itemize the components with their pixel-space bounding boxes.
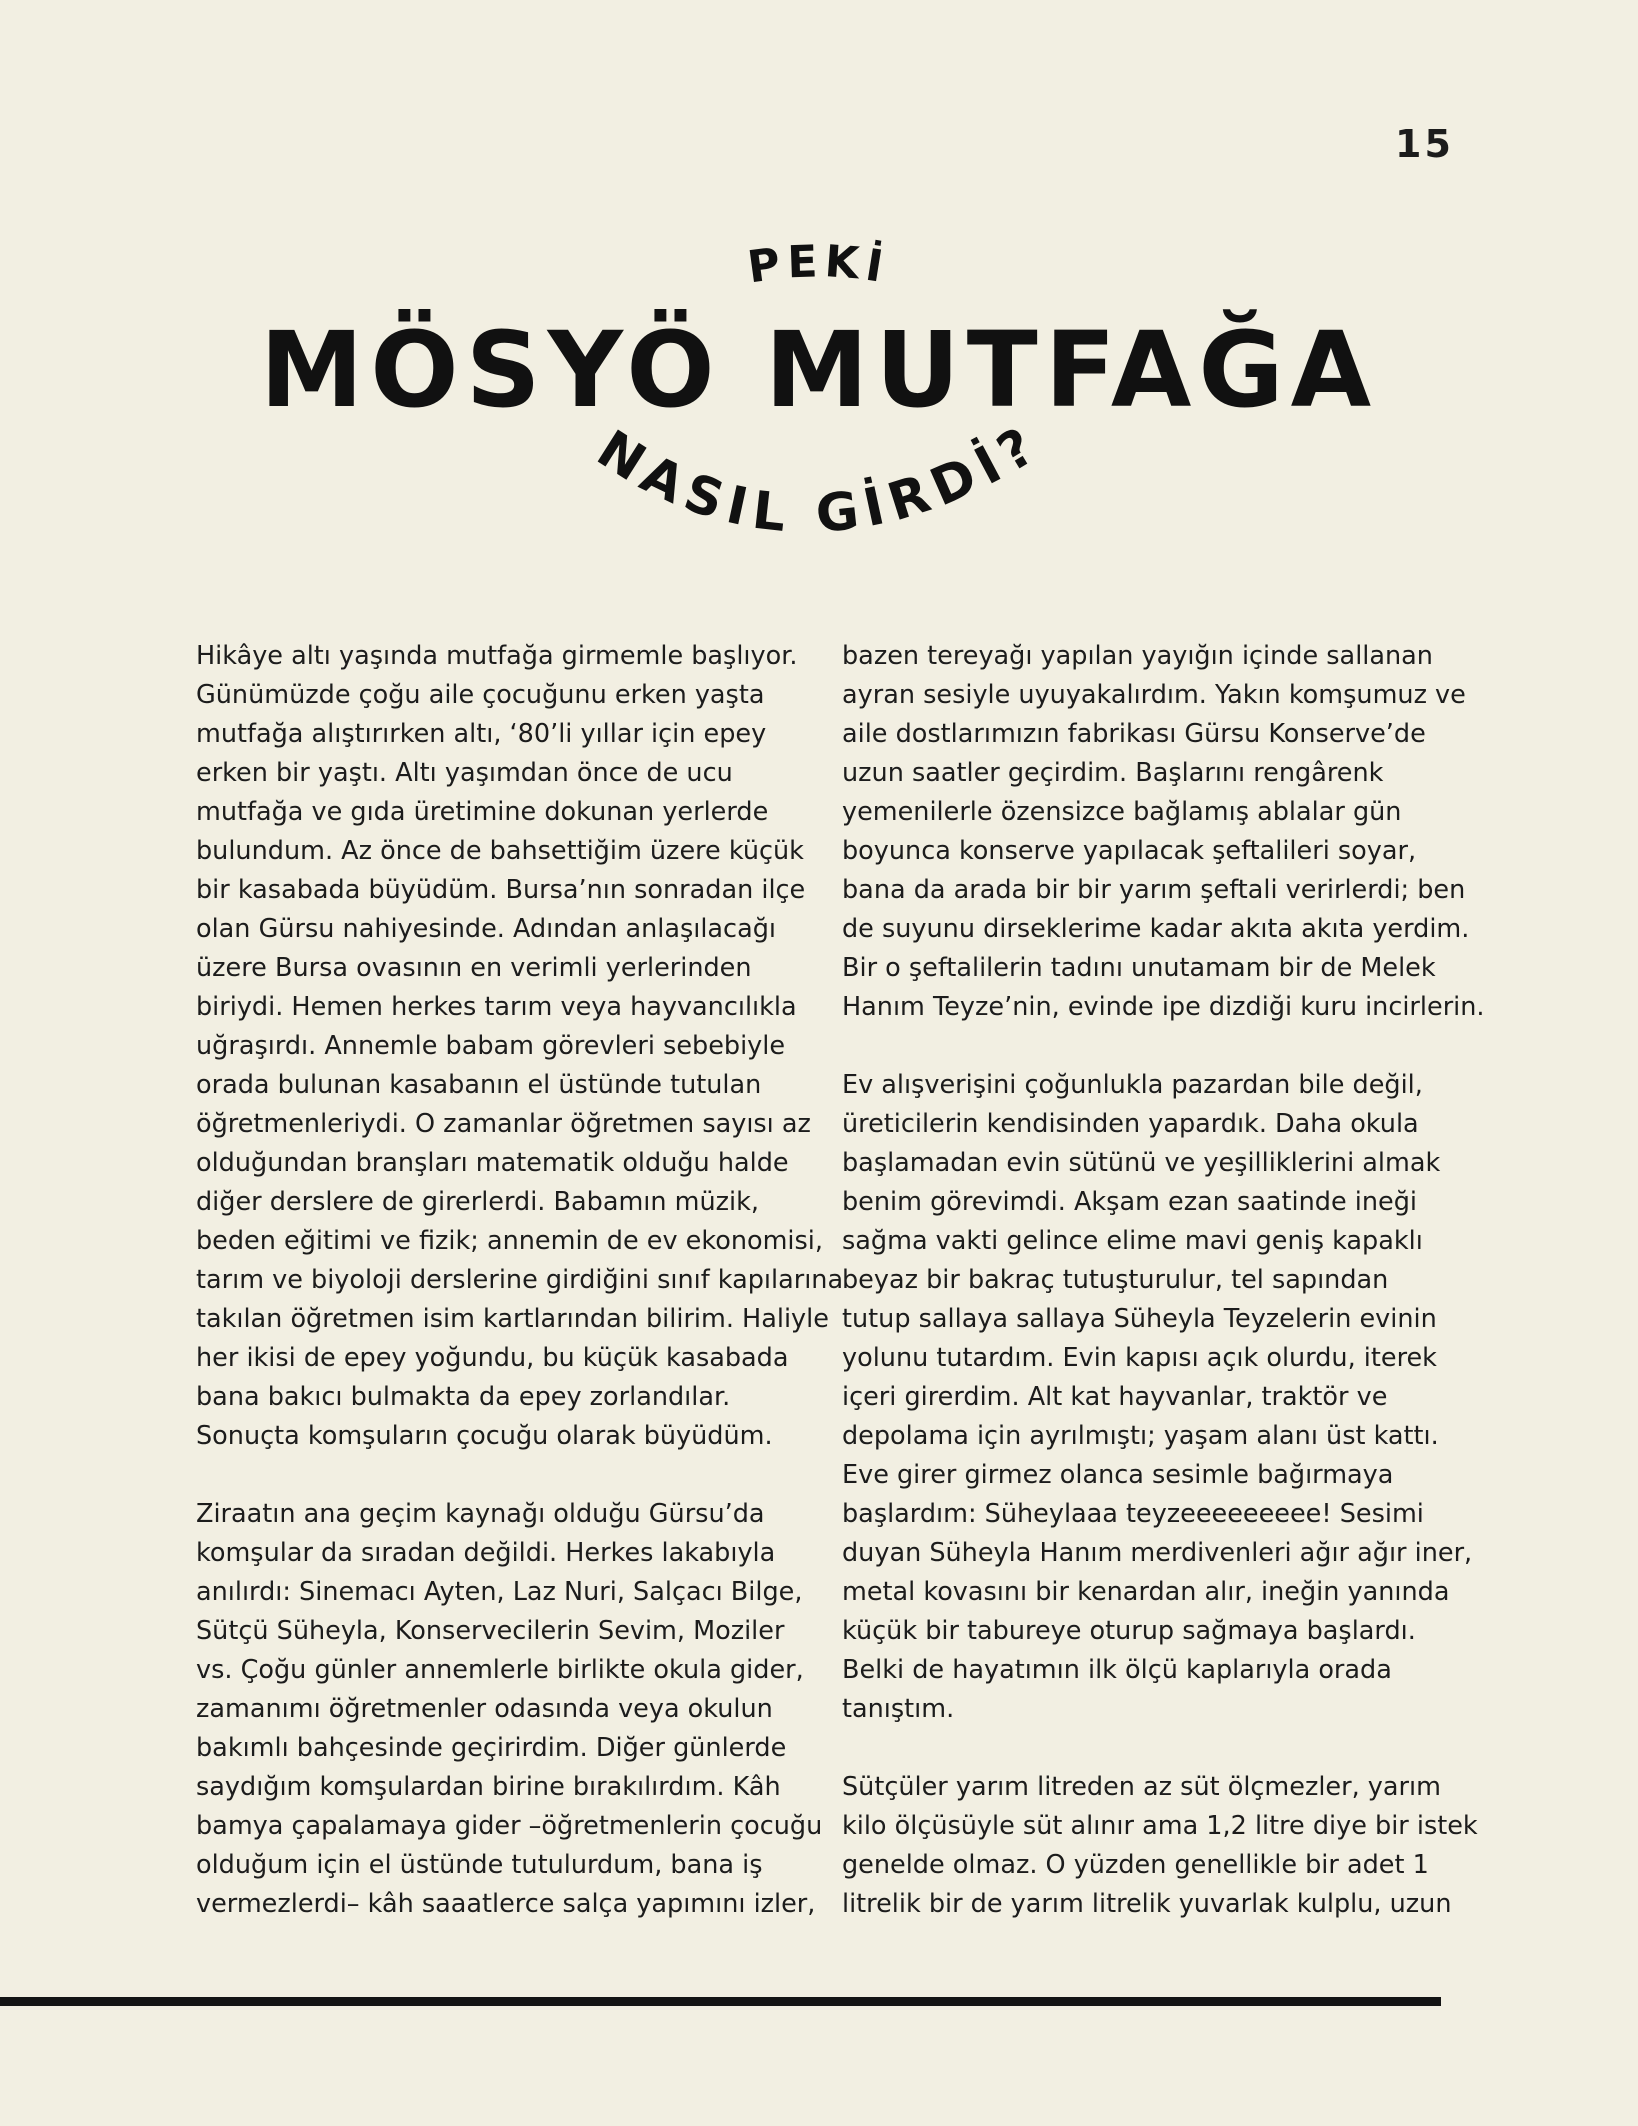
bottom-rule [0, 1997, 1441, 2006]
text-line: yolunu tutardım. Evin kapısı açık olurdu, iterek [842, 1343, 1437, 1373]
text-line: öğretmenleriydi. O zamanlar öğretmen sayısı az [196, 1109, 811, 1139]
text-line: bazen tereyağı yapılan yayığın içinde sallanan [842, 641, 1433, 671]
text-line: tarım ve biyoloji derslerine girdiğini sınıf kapılarına [196, 1265, 844, 1295]
text-line: olduğundan branşları matematik olduğu halde [196, 1148, 789, 1178]
text-line: tanıştım. [842, 1694, 955, 1724]
text-line: içeri girerdim. Alt kat hayvanlar, traktör ve [842, 1382, 1388, 1412]
text-line: metal kovasını bir kenardan alır, ineğin yanında [842, 1577, 1450, 1607]
text-line: olduğum için el üstünde tutulurdum, bana iş [196, 1850, 763, 1880]
text-line: vermezlerdi– kâh saaatlerce salça yapımını izler, [196, 1889, 816, 1919]
text-line: bir kasabada büyüdüm. Bursa’nın sonradan ilçe [196, 875, 806, 905]
text-line: Bir o şeftalilerin tadını unutamam bir de Melek [842, 953, 1436, 983]
text-line: Ziraatın ana geçim kaynağı olduğu Gürsu’da [196, 1499, 765, 1529]
text-line: uzun saatler geçirdim. Başlarını rengârenk [842, 758, 1384, 788]
text-line: sağma vakti gelince elime mavi geniş kapaklı [842, 1226, 1423, 1256]
text-line: Sütçü Süheyla, Konservecilerin Sevim, Moziler [196, 1616, 785, 1646]
text-line: bulundum. Az önce de bahsettiğim üzere küçük [196, 836, 804, 866]
text-line: erken bir yaştı. Altı yaşımdan önce de ucu [196, 758, 733, 788]
text-line: Sonuçta komşuların çocuğu olarak büyüdüm. [196, 1421, 773, 1451]
page-number: 15 [1395, 122, 1454, 166]
title-bottom-text [587, 413, 1052, 545]
text-line: beden eğitimi ve fizik; annemin de ev ekonomisi, [196, 1226, 823, 1256]
paragraph-gap [842, 1027, 1452, 1066]
text-column-left [196, 637, 844, 1924]
text-line: bakımlı bahçesinde geçirirdim. Diğer günlerde [196, 1733, 787, 1763]
text-line: olan Gürsu nahiyesinde. Adından anlaşılacağı [196, 914, 776, 944]
text-line: biriydi. Hemen herkes tarım veya hayvancılıkla [196, 992, 797, 1022]
text-line: üzere Bursa ovasının en verimli yerlerinden [196, 953, 752, 983]
text-line: beyaz bir bakraç tutuşturulur, tel sapından [842, 1265, 1389, 1295]
text-line: takılan öğretmen isim kartlarından bilirim. Haliyle [196, 1304, 829, 1334]
text-line: saydığım komşulardan birine bırakılırdım. Kâh [196, 1772, 781, 1802]
text-line: bana bakıcı bulmakta da epey zorlandılar. [196, 1382, 731, 1412]
text-line: komşular da sıradan değildi. Herkes lakabıyla [196, 1538, 776, 1568]
text-line: benim görevimdi. Akşam ezan saatinde ineği [842, 1187, 1417, 1217]
paragraph-gap [842, 1729, 1452, 1768]
text-line: mutfağa alıştırırken altı, ‘80’li yıllar için epey [196, 719, 767, 749]
title-arc-svg [0, 0, 1638, 580]
text-line: depolama için ayrılmıştı; yaşam alanı üst kattı. [842, 1421, 1439, 1451]
text-line: Belki de hayatımın ilk ölçü kaplarıyla orada [842, 1655, 1392, 1685]
text-line: Günümüzde çoğu aile çocuğunu erken yaşta [196, 680, 765, 710]
text-line: Hikâye altı yaşında mutfağa girmemle başlıyor. [196, 641, 798, 671]
chapter-title [0, 0, 1638, 580]
text-line: aile dostlarımızın fabrikası Gürsu Konserve’de [842, 719, 1426, 749]
text-line: tutup sallaya sallaya Süheyla Teyzelerin evinin [842, 1304, 1437, 1334]
text-line: mutfağa ve gıda üretimine dokunan yerlerde [196, 797, 769, 827]
title-bottom-path: NASIL GİRDİ? [586, 412, 1052, 546]
text-line: kilo ölçüsüyle süt alınır ama 1,2 litre diye bir istek [842, 1811, 1478, 1841]
text-line: yemenilerle özensizce bağlamış ablalar gün [842, 797, 1402, 827]
text-line: de suyunu dirseklerime kadar akıta akıta yerdim. [842, 914, 1470, 944]
title-top-path: PEKİ [744, 236, 893, 294]
text-line: bana da arada bir bir yarım şeftali verirlerdi; ben [842, 875, 1466, 905]
text-line: diğer derslere de girerlerdi. Babamın müzik, [196, 1187, 759, 1217]
text-line: duyan Süheyla Hanım merdivenleri ağır ağır iner, [842, 1538, 1473, 1568]
text-line: bamya çapalamaya gider –öğretmenlerin çocuğu [196, 1811, 823, 1841]
title-top-text [745, 236, 893, 294]
text-line: Ev alışverişini çoğunlukla pazardan bile değil, [842, 1070, 1423, 1100]
text-line: küçük bir tabureye oturup sağmaya başlardı. [842, 1616, 1416, 1646]
text-line: orada bulunan kasabanın el üstünde tutulan [196, 1070, 762, 1100]
text-line: Hanım Teyze’nin, evinde ipe dizdiği kuru incirlerin. [842, 992, 1485, 1022]
text-line: zamanımı öğretmenler odasında veya okulun [196, 1694, 773, 1724]
text-line: başlardım: Süheylaaa teyzeeeeeeeee! Sesimi [842, 1499, 1424, 1529]
text-line: üreticilerin kendisinden yapardık. Daha okula [842, 1109, 1419, 1139]
text-line: Sütçüler yarım litreden az süt ölçmezler, yarım [842, 1772, 1441, 1802]
text-line: anılırdı: Sinemacı Ayten, Laz Nuri, Salçacı Bilge, [196, 1577, 803, 1607]
text-line: uğraşırdı. Annemle babam görevleri sebebiyle [196, 1031, 786, 1061]
text-line: ayran sesiyle uyuyakalırdım. Yakın komşumuz ve [842, 680, 1466, 710]
text-column-right [842, 637, 1485, 1924]
paragraph-gap [196, 1456, 806, 1495]
text-line: başlamadan evin sütünü ve yeşilliklerini almak [842, 1148, 1441, 1178]
text-line: her ikisi de epey yoğundu, bu küçük kasabada [196, 1343, 789, 1373]
title-main: MÖSYÖ MUTFAĞA [259, 309, 1379, 431]
text-line: boyunca konserve yapılacak şeftalileri soyar, [842, 836, 1417, 866]
text-line: Eve girer girmez olanca sesimle bağırmaya [842, 1460, 1394, 1490]
text-line: vs. Çoğu günler annemlerle birlikte okula gider, [196, 1655, 804, 1685]
text-line: genelde olmaz. O yüzden genellikle bir adet 1 [842, 1850, 1429, 1880]
text-line: litrelik bir de yarım litrelik yuvarlak kulplu, uzun [842, 1889, 1452, 1919]
